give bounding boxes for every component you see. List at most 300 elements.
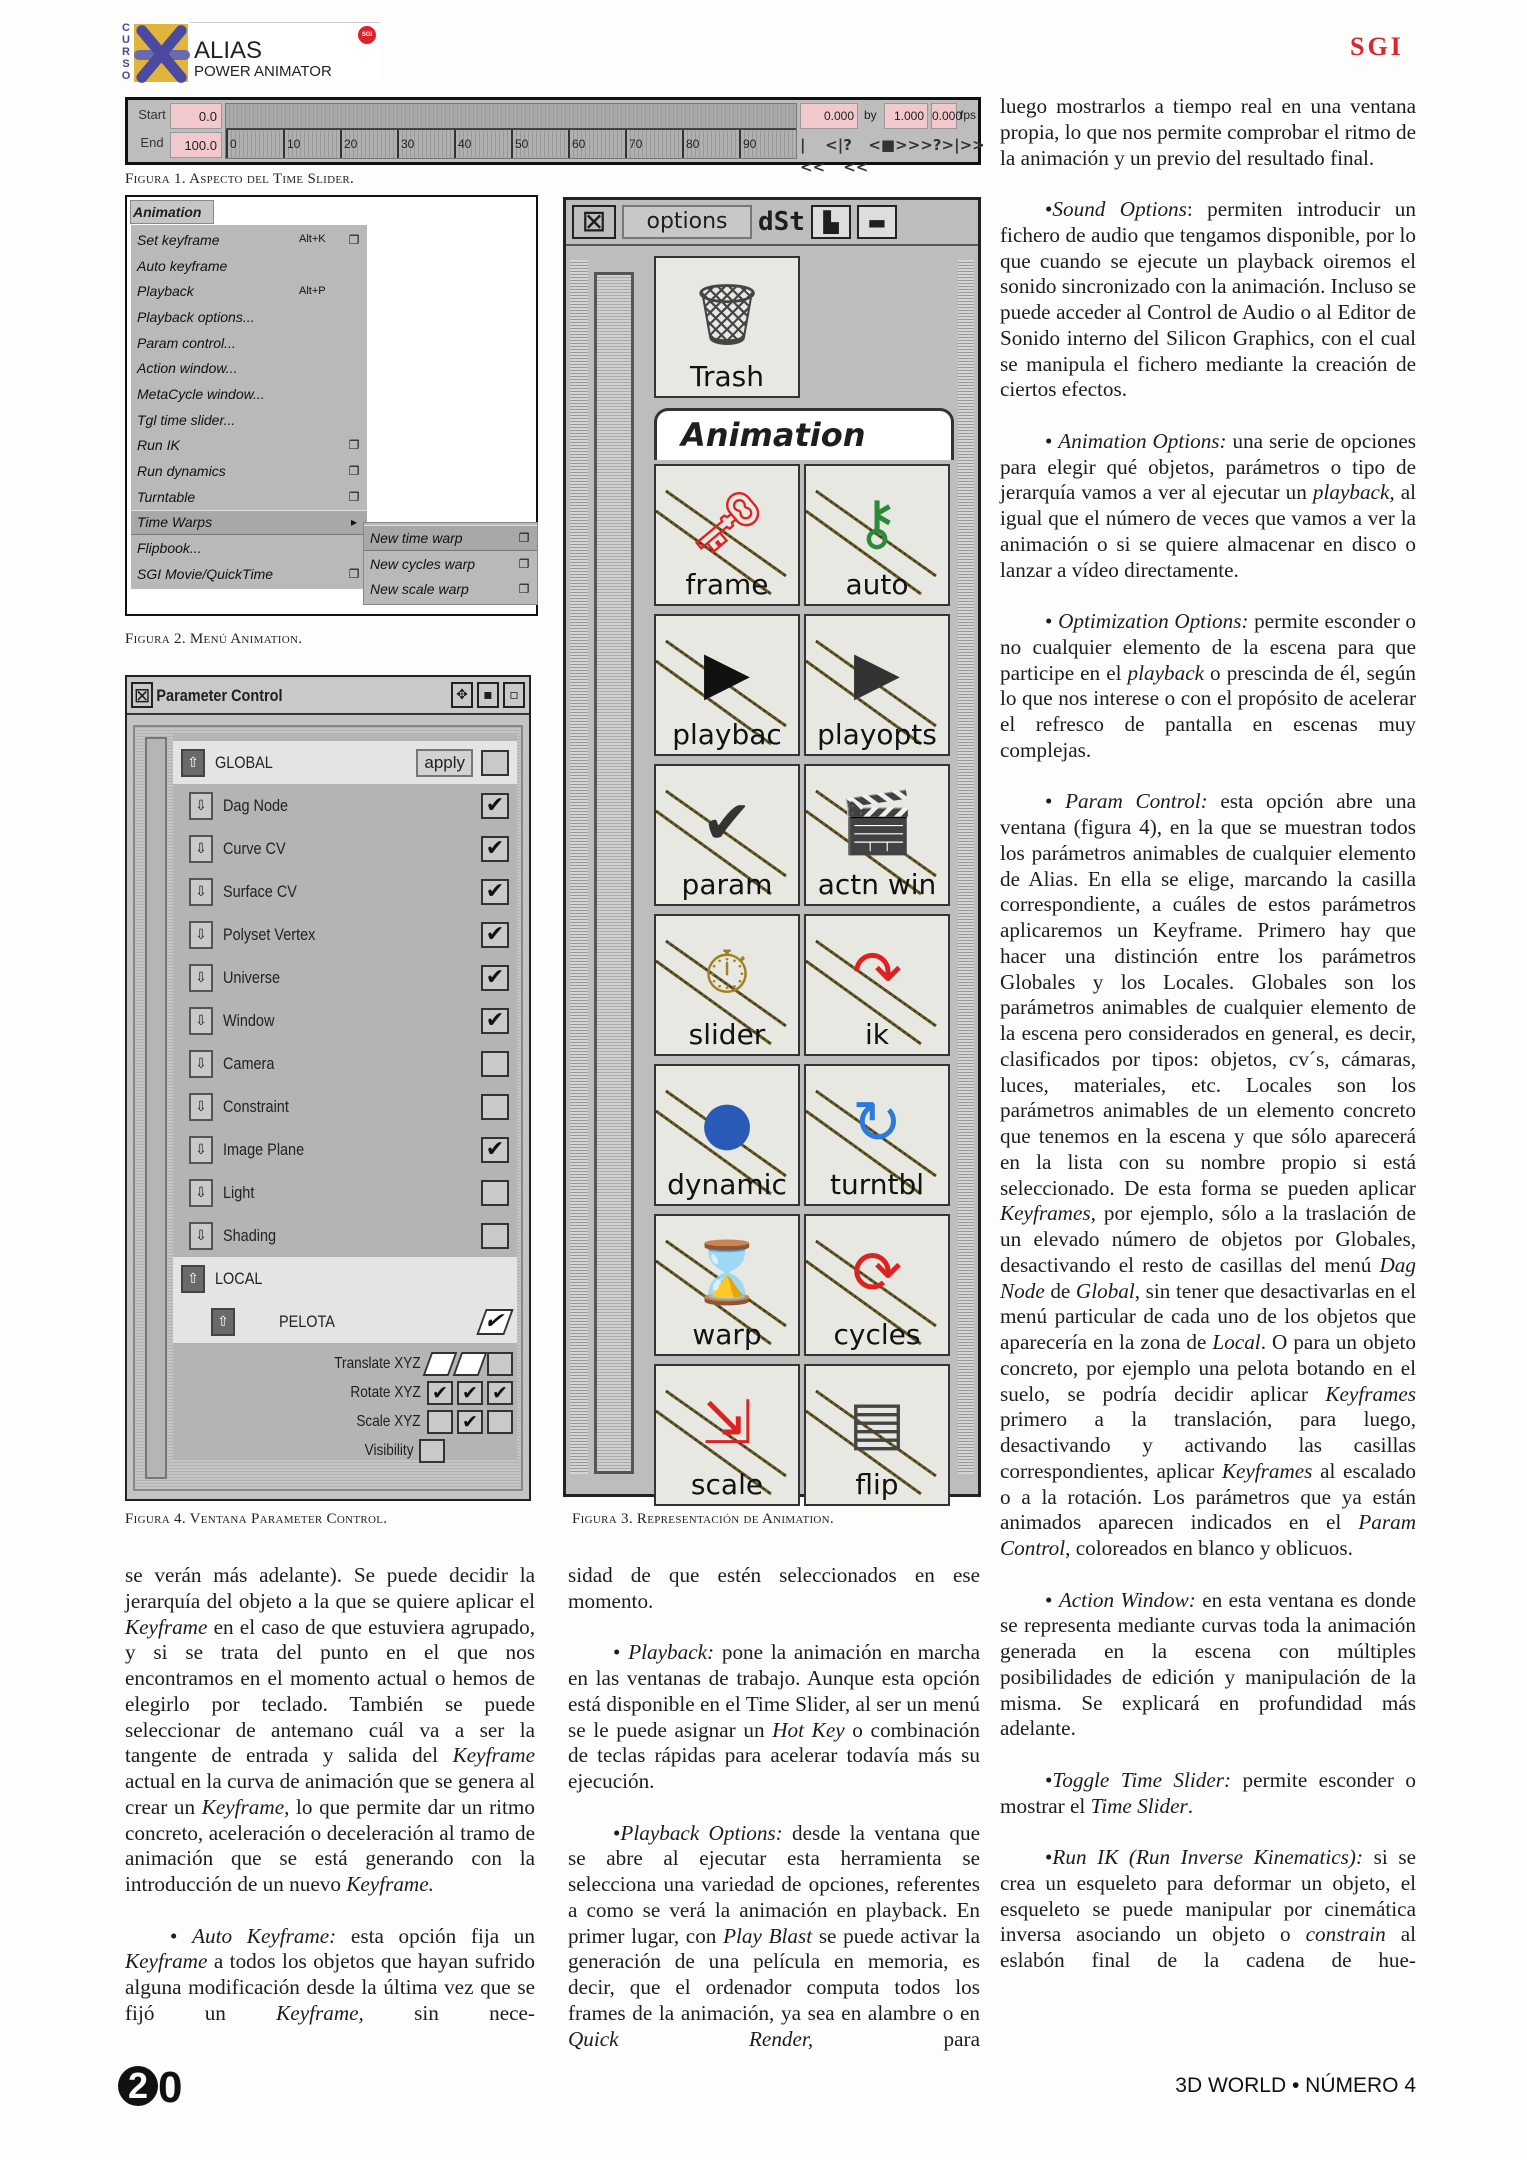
global-checkbox[interactable] bbox=[481, 750, 509, 776]
menu-item-label: Playback bbox=[137, 283, 194, 300]
emphasis: Hot Key bbox=[772, 1717, 845, 1742]
tick-label: 70 bbox=[625, 130, 682, 158]
emphasis: Keyframes bbox=[1325, 1381, 1416, 1406]
tool-slider-icon: ⏱ bbox=[703, 938, 751, 1008]
text-run: , coloreados en blanco y oblicuos. bbox=[1065, 1536, 1353, 1560]
channel-checkbox[interactable]: ✔ bbox=[487, 1381, 513, 1405]
right-scrollbar[interactable] bbox=[958, 260, 974, 1474]
tool-label: slider bbox=[688, 1018, 766, 1051]
play-step-icon[interactable]: >>? bbox=[907, 136, 942, 154]
text-run: sin nece- bbox=[363, 2000, 535, 2025]
tool-actn-win-icon: 🎬 bbox=[839, 788, 915, 858]
emphasis: Global bbox=[1075, 1278, 1135, 1303]
text-run: actual en la curva de animación que se genera al crear un bbox=[125, 1769, 535, 1819]
tick-label: 50 bbox=[511, 130, 568, 158]
emphasis: Animation Options: bbox=[1058, 428, 1227, 453]
menu-item[interactable] bbox=[131, 253, 367, 279]
step-forward-icon[interactable]: >| bbox=[941, 136, 960, 154]
text-run: para bbox=[813, 2026, 980, 2051]
menu-item-label: Flipbook... bbox=[137, 540, 202, 557]
text-run: • bbox=[1045, 1767, 1053, 1792]
object-checkbox[interactable]: ✔ bbox=[476, 1309, 513, 1335]
submenu-item-label: New cycles warp bbox=[370, 555, 476, 572]
text-run: o prescinda de él, según lo que nos interese o con el propósito de acelerar el refresco de pantalla en escenas muy complejas. bbox=[1000, 660, 1417, 762]
emphasis: Keyframe bbox=[452, 1743, 535, 1768]
emphasis: Param Control: bbox=[1065, 789, 1208, 814]
parameter-label: Universe bbox=[223, 967, 281, 987]
text-run: desde la ventana que se abre al ejecutar esta herramienta se selecciona una variedad de opciones, referentes a como se verá la animación en playback. En primer lugar, con bbox=[568, 1820, 980, 1948]
outer-scrollbar[interactable] bbox=[570, 260, 588, 1474]
menu-item[interactable] bbox=[131, 278, 367, 304]
parameter-checkbox[interactable] bbox=[481, 1094, 509, 1120]
tool-label: frame bbox=[685, 568, 769, 601]
option-box-icon[interactable]: ❐ bbox=[348, 232, 360, 247]
parameter-row bbox=[173, 913, 517, 956]
parameter-row bbox=[173, 870, 517, 913]
channel-group bbox=[173, 1343, 517, 1465]
tick-label: 0 bbox=[226, 130, 283, 158]
tool-label: warp bbox=[692, 1318, 762, 1351]
go-start-icon[interactable]: |<< bbox=[800, 136, 826, 176]
text-run: sidad de que estén seleccionados en ese momento. bbox=[568, 1563, 980, 1613]
parameter-checkbox[interactable]: ✔ bbox=[481, 1137, 509, 1163]
parameter-row bbox=[173, 1042, 517, 1085]
menu-item[interactable] bbox=[131, 561, 367, 587]
minimize-icon[interactable]: ▬ bbox=[857, 205, 897, 239]
collapse-local-icon[interactable]: ⇧ bbox=[181, 1265, 205, 1293]
channel-row bbox=[173, 1349, 517, 1378]
menu-item[interactable] bbox=[131, 484, 367, 510]
close-icon[interactable]: ⊠ bbox=[131, 682, 153, 708]
menu-item-label: Run IK bbox=[137, 437, 180, 454]
channel-label: Scale XYZ bbox=[356, 1412, 421, 1430]
menu-item[interactable] bbox=[131, 304, 367, 330]
go-end-icon[interactable]: >> bbox=[959, 136, 985, 154]
text-run: • bbox=[1045, 789, 1066, 814]
paragraph bbox=[1000, 1845, 1416, 1974]
text-run: primero a la translación, para luego, desactivando y activando las casillas correspondientes, aplicar bbox=[1000, 1407, 1416, 1483]
start-label: Start bbox=[138, 107, 166, 122]
page-number bbox=[118, 2063, 183, 2112]
parameter-row bbox=[173, 1085, 517, 1128]
text-run: . O para un objeto concreto, por ejemplo una pelota botando en el suelo, se podría decidir aplicar bbox=[1000, 1330, 1416, 1406]
tick-label: 90 bbox=[739, 130, 796, 158]
parameter-row bbox=[173, 1257, 517, 1300]
fps-label: fps bbox=[960, 108, 977, 122]
menu-item-label: Run dynamics bbox=[137, 463, 226, 480]
window-title-fragment: dSt bbox=[758, 207, 805, 237]
body-column-left bbox=[125, 1563, 535, 2052]
text-run: se verán más adelante). Se puede decidir la jerarquía del objeto a la que se quiere aplicar el bbox=[125, 1563, 535, 1613]
menu-item-label: Action window... bbox=[137, 360, 238, 377]
paragraph bbox=[1000, 609, 1416, 764]
parameter-row bbox=[173, 1128, 517, 1171]
parameter-row bbox=[173, 999, 517, 1042]
time-warps-submenu bbox=[363, 522, 538, 605]
parameter-label: Window bbox=[223, 1010, 275, 1030]
parameter-checkbox[interactable]: ✔ bbox=[481, 965, 509, 991]
menu-item[interactable] bbox=[131, 407, 367, 433]
animation-menu-title[interactable]: Animation bbox=[130, 200, 214, 224]
parameter-label: Constraint bbox=[223, 1096, 289, 1116]
animation-shelf-tab[interactable]: Animation bbox=[654, 408, 954, 460]
text-run: por ejemplo, sólo a la traslación de un elevado número de objetos por Globales, desactivando el resto de casillas del menú bbox=[1000, 1201, 1416, 1277]
tool-auto-icon: ⚷ bbox=[855, 488, 899, 558]
option-box-icon[interactable]: ❐ bbox=[518, 556, 530, 571]
menu-item-shortcut: Alt+P bbox=[299, 284, 326, 297]
expand-icon[interactable]: ⇩ bbox=[189, 1179, 213, 1207]
options-button[interactable]: options bbox=[622, 205, 752, 239]
text-run: al igual que el número de veces que vamos a ver la animación o si se quiere almacenar en disco o lanzar a vídeo directamente. bbox=[1000, 480, 1417, 582]
tool-label: auto bbox=[845, 568, 909, 601]
tool-flip-button[interactable] bbox=[804, 1364, 950, 1506]
tool-label: param bbox=[681, 868, 773, 901]
text-run: • bbox=[1045, 428, 1059, 453]
text-run: • bbox=[1045, 1845, 1053, 1869]
object-label: PELOTA bbox=[279, 1311, 335, 1331]
channel-row bbox=[173, 1407, 517, 1436]
emphasis: playback bbox=[1127, 660, 1205, 685]
tool-playbac-button[interactable] bbox=[654, 614, 800, 756]
tool-warp-button[interactable] bbox=[654, 1214, 800, 1356]
parameter-checkbox[interactable] bbox=[481, 1223, 509, 1249]
tool-label: turntbl bbox=[829, 1168, 925, 1201]
parameter-label: Light bbox=[223, 1182, 255, 1202]
by-label: by bbox=[864, 108, 877, 122]
text-run: o combinación de teclas rápidas para acelerar todavía más su ejecución. bbox=[568, 1717, 980, 1793]
channel-checkbox[interactable] bbox=[427, 1410, 453, 1434]
tool-actn-win-button[interactable] bbox=[804, 764, 950, 906]
trash-button[interactable] bbox=[654, 256, 800, 398]
emphasis: playback, bbox=[1312, 480, 1395, 505]
paragraph bbox=[1000, 429, 1416, 584]
text-run: permite esconder o mostrar el bbox=[1000, 1767, 1416, 1818]
emphasis: constrain bbox=[1305, 1922, 1386, 1947]
emphasis: Play Blast bbox=[723, 1923, 813, 1948]
text-run: • bbox=[170, 1923, 193, 1948]
logo-brand: ALIAS bbox=[194, 37, 263, 64]
expand-icon[interactable]: ⇩ bbox=[189, 1136, 213, 1164]
parameter-row bbox=[173, 1300, 517, 1343]
channel-row bbox=[173, 1378, 517, 1407]
expand-icon[interactable]: ⇩ bbox=[189, 835, 213, 863]
text-run: permite esconder o no cualquier elemento de la escena para que participe en el bbox=[1000, 609, 1417, 685]
emphasis: Keyframe, bbox=[201, 1794, 290, 1819]
text-run: pone la animación en marcha en las ventanas de trabajo. Aunque esta opción está disponible en el Time Slider, al ser un menú se le puede asignar un bbox=[568, 1640, 981, 1742]
channel-checkbox[interactable]: ✔ bbox=[457, 1381, 483, 1405]
menu-item[interactable] bbox=[131, 433, 367, 459]
parameter-list bbox=[173, 733, 517, 1459]
sgi-badge-icon: SGI bbox=[358, 26, 376, 44]
tool-label: actn win bbox=[817, 868, 937, 901]
parameter-row bbox=[173, 784, 517, 827]
tool-label: playbac bbox=[672, 718, 782, 751]
tool-label: scale bbox=[690, 1468, 764, 1501]
paragraph bbox=[1000, 94, 1416, 171]
menu-item-shortcut: Alt+K bbox=[299, 233, 326, 246]
menu-item-label: SGI Movie/QuickTime bbox=[137, 565, 274, 582]
option-box-icon[interactable]: ❐ bbox=[348, 464, 360, 479]
tool-ik-button[interactable] bbox=[804, 914, 950, 1056]
tool-label: flip bbox=[855, 1468, 899, 1501]
expand-icon[interactable]: ⇩ bbox=[189, 1222, 213, 1250]
emphasis: Run IK (Run Inverse Kinematics): bbox=[1052, 1845, 1364, 1869]
channel-checkbox[interactable]: ✔ bbox=[457, 1410, 483, 1434]
parameter-label: Curve CV bbox=[223, 838, 286, 858]
channel-row bbox=[173, 1436, 517, 1465]
play-forward-icon[interactable]: > bbox=[895, 136, 908, 154]
tool-label: playopts bbox=[817, 718, 937, 751]
figure2-caption: Figura 2. Menú Animation. bbox=[125, 631, 303, 647]
text-run: si se crea un esqueleto para deformar un objeto, el esqueleto se puede manipular por cinemática inversa asociando un objeto o bbox=[1000, 1845, 1416, 1947]
tool-warp-icon: ⌛ bbox=[689, 1238, 765, 1308]
menu-item-label: Auto keyframe bbox=[137, 257, 228, 274]
tool-cycles-icon: ⟳ bbox=[851, 1238, 903, 1308]
menu-item-label: MetaCycle window... bbox=[137, 385, 265, 402]
emphasis: Quick Render, bbox=[568, 2026, 814, 2051]
parameter-checkbox[interactable]: ✔ bbox=[481, 879, 509, 905]
time-slider bbox=[125, 97, 985, 176]
option-box-icon[interactable]: ❐ bbox=[348, 438, 360, 453]
move-icon[interactable]: ✥ bbox=[451, 682, 473, 708]
tick-label: 80 bbox=[682, 130, 739, 158]
tick-label: 10 bbox=[283, 130, 340, 158]
parameter-checkbox[interactable]: ✔ bbox=[481, 836, 509, 862]
tool-playopts-icon: ▶ bbox=[853, 638, 901, 708]
text-run: • bbox=[1045, 1587, 1059, 1612]
parameter-label: Polyset Vertex bbox=[223, 924, 316, 944]
option-box-icon[interactable]: ❐ bbox=[518, 530, 530, 545]
channel-checkbox[interactable] bbox=[423, 1352, 458, 1376]
text-run: lo que permite dar un ritmo concreto, aceleración o deceleración al tramo de animación que se está generando con la introducción de un nuevo bbox=[125, 1794, 535, 1896]
animation-menu bbox=[131, 225, 367, 589]
text-run: esta opción abre una ventana (figura 4), en la que se muestran todos los parámetros animables de cualquier elemento de Alias. En ella se elige, marcando la casilla correspondiente, a cuáles de estos parámetros aplicaremos un Keyframe. Primero hay que hacer una distinción entre los parámetros Globales y los Locales. Globales son los parámetros animables de cualquier elemento de la escena pero considerados en general, es decir, clasificados por tipos: objetos, cv´s, cámaras, luces, materiales, etc. Locales son los parámetros animables de un elemento concreto que tenemos en la escena y que sólo aparecerá en la lista con su nombre propio si está seleccionado. De esta forma se pueden aplicar bbox=[1000, 789, 1416, 1200]
vertical-scrollbar[interactable] bbox=[145, 737, 167, 1479]
tool-playbac-icon: ▶ bbox=[703, 638, 751, 708]
text-run: , sin tener que desactivarlas en el menú particular de cada uno de los objetos que aparecería en la zona de bbox=[1000, 1278, 1416, 1354]
local-label: LOCAL bbox=[215, 1268, 263, 1288]
emphasis: Keyframe, bbox=[276, 2000, 364, 2025]
parameter-label: Dag Node bbox=[223, 795, 289, 815]
tool-dynamic-icon: ● bbox=[700, 1088, 754, 1158]
parameter-checkbox[interactable]: ✔ bbox=[481, 1008, 509, 1034]
parameter-checkbox[interactable] bbox=[481, 1051, 509, 1077]
paragraph bbox=[1000, 1588, 1416, 1743]
step-back-icon[interactable]: <| bbox=[825, 136, 844, 154]
tick-label: 60 bbox=[568, 130, 625, 158]
text-run: se puede activar la generación de una película en memoria, es decir, que el ordenador computa todos los frames de la animación, ya sea en alambre o en bbox=[568, 1923, 980, 2025]
text-run: • bbox=[613, 1640, 629, 1665]
channel-label: Translate XYZ bbox=[334, 1354, 421, 1372]
parameter-row bbox=[173, 1214, 517, 1257]
menu-item[interactable] bbox=[131, 355, 367, 381]
expand-icon[interactable]: ⇩ bbox=[189, 1007, 213, 1035]
paragraph bbox=[568, 1821, 980, 2053]
emphasis: Keyframes, bbox=[1000, 1201, 1096, 1226]
current-time-field[interactable]: 0.000 bbox=[800, 103, 858, 129]
menu-item-label: Playback options... bbox=[137, 308, 255, 325]
trash-icon: 🗑 bbox=[688, 280, 766, 350]
expand-icon[interactable]: ⇩ bbox=[189, 1050, 213, 1078]
page-number-circled-digit: 2 bbox=[118, 2066, 158, 2106]
submenu-item-label: New scale warp bbox=[370, 581, 469, 598]
emphasis: Toggle Time Slider: bbox=[1052, 1767, 1232, 1792]
text-run: . bbox=[1187, 1793, 1194, 1818]
text-run: en esta ventana es donde se representa mediante curvas toda la animación generada en la escena con múltiples posibilidades de edición y manipulación de la misma. Se explicará en profundidad más adelante. bbox=[1000, 1587, 1416, 1741]
parameter-row bbox=[173, 1171, 517, 1214]
channel-checkbox[interactable] bbox=[487, 1410, 513, 1434]
text-run: : permiten introducir un fichero de audio que tengamos disponible, por lo que cuando se ejecute un playback oiremos el sonido sincronizado con la animación. Incluso se puede acceder al Control de Audio o al Editor de Sonido interno del Silicon Graphics, con el cual se manipula el fichero mediante la creación de ciertos efectos. bbox=[1000, 197, 1416, 402]
tool-turntbl-icon: ↻ bbox=[851, 1088, 903, 1158]
expand-icon[interactable]: ⇩ bbox=[189, 878, 213, 906]
logo-product: POWER ANIMATOR bbox=[194, 63, 332, 80]
parameter-checkbox[interactable]: ✔ bbox=[481, 922, 509, 948]
tool-scale-button[interactable] bbox=[654, 1364, 800, 1506]
start-field[interactable]: 0.0 bbox=[170, 103, 222, 129]
trash-label: Trash bbox=[690, 360, 764, 393]
parameter-row bbox=[173, 827, 517, 870]
stop-icon[interactable]: ■ bbox=[880, 136, 896, 154]
play-back-step-icon[interactable]: ?<< bbox=[843, 136, 869, 176]
window-title: Parameter Control bbox=[156, 685, 283, 705]
submenu-arrow-icon[interactable]: ▸ bbox=[350, 515, 358, 530]
menu-item-label: Tgl time slider... bbox=[137, 411, 236, 428]
apply-button[interactable]: apply bbox=[416, 749, 473, 777]
submenu-item[interactable] bbox=[364, 525, 537, 551]
fps-field[interactable]: 0.000 bbox=[931, 103, 957, 129]
tick-label: 30 bbox=[397, 130, 454, 158]
parameter-row bbox=[173, 956, 517, 999]
menu-item-label: Set keyframe bbox=[137, 231, 220, 248]
option-box-icon[interactable]: ❐ bbox=[348, 489, 360, 504]
text-run: al escalado o a la rotación. Los parámetros que ya están animados aparecen indicados en el bbox=[1000, 1458, 1416, 1535]
emphasis: Playback: bbox=[628, 1640, 715, 1665]
emphasis: Local bbox=[1212, 1330, 1261, 1354]
emphasis: Time Slider bbox=[1090, 1793, 1188, 1818]
tool-scale-icon: ⇲ bbox=[701, 1388, 753, 1458]
menu-item[interactable] bbox=[131, 381, 367, 407]
paragraph bbox=[568, 1563, 980, 1615]
animation-shelf-window bbox=[563, 197, 981, 1501]
end-label: End bbox=[140, 135, 164, 150]
expand-icon[interactable]: ⇩ bbox=[189, 964, 213, 992]
expand-icon[interactable]: ⇩ bbox=[189, 921, 213, 949]
option-box-icon[interactable]: ❐ bbox=[518, 582, 530, 597]
text-run: al eslabón final de la cadena de hue- bbox=[1000, 1922, 1416, 1972]
play-reverse-icon[interactable]: < bbox=[868, 136, 881, 154]
section-header: SGI bbox=[1350, 32, 1404, 61]
emphasis: Optimization Options: bbox=[1058, 609, 1249, 633]
tick-label: 40 bbox=[454, 130, 511, 158]
tool-playopts-button[interactable] bbox=[804, 614, 950, 756]
parameter-checkbox[interactable] bbox=[481, 1180, 509, 1206]
tool-label: cycles bbox=[833, 1318, 921, 1351]
tool-param-icon: ✔ bbox=[701, 788, 753, 858]
figure4-caption: Figura 4. Ventana Parameter Control. bbox=[125, 1511, 388, 1527]
shelf-scrollbar[interactable] bbox=[594, 272, 634, 1474]
channel-label: Visibility bbox=[364, 1441, 413, 1459]
channel-checkbox[interactable]: ✔ bbox=[427, 1381, 453, 1405]
paragraph bbox=[568, 1640, 980, 1795]
tool-auto-button[interactable] bbox=[804, 464, 950, 606]
time-track[interactable] bbox=[225, 103, 797, 159]
parameter-control-window bbox=[125, 675, 531, 1501]
channel-checkbox[interactable] bbox=[453, 1352, 488, 1376]
menu-item[interactable] bbox=[131, 330, 367, 356]
parameter-label: Image Plane bbox=[223, 1139, 305, 1159]
global-label: GLOBAL bbox=[215, 752, 273, 772]
parameter-label: Surface CV bbox=[223, 881, 297, 901]
emphasis: Keyframe bbox=[125, 1949, 208, 1974]
tool-cycles-button[interactable] bbox=[804, 1214, 950, 1356]
tool-dynamic-button[interactable] bbox=[654, 1064, 800, 1206]
figure3-caption: Figura 3. Representación de Animation. bbox=[572, 1511, 834, 1527]
paragraph bbox=[125, 1924, 535, 2027]
by-field[interactable]: 1.000 bbox=[884, 103, 928, 129]
text-run: • bbox=[613, 1820, 621, 1845]
menu-item[interactable] bbox=[131, 458, 367, 484]
animation-menu-figure bbox=[125, 195, 538, 616]
body-column-right bbox=[1000, 94, 1416, 2000]
end-field[interactable]: 100.0 bbox=[170, 132, 222, 158]
tool-label: ik bbox=[865, 1018, 889, 1051]
tool-slider-button[interactable] bbox=[654, 914, 800, 1056]
tool-label: dynamic bbox=[667, 1168, 787, 1201]
emphasis: Auto Keyframe: bbox=[192, 1923, 337, 1948]
parameter-checkbox[interactable]: ✔ bbox=[481, 793, 509, 819]
text-run: en el caso de que estuviera agrupado, y si se trata del punto en el que nos encontramos en el momento actual o hemos de elegirlo por teclado. También se puede seleccionar de antemano cuál va a ser la tangente de entrada y salida del bbox=[125, 1614, 535, 1768]
paragraph bbox=[125, 1563, 535, 1898]
alias-power-animator-logo bbox=[120, 20, 382, 86]
expand-icon[interactable]: ⇩ bbox=[189, 1093, 213, 1121]
emphasis: Dag Node bbox=[1000, 1252, 1416, 1303]
submenu-item-label: New time warp bbox=[370, 529, 463, 546]
emphasis: Keyframe bbox=[125, 1614, 208, 1639]
text-run: luego mostrarlos a tiempo real en una ventana propia, lo que nos permite comprobar el ritmo de la animación y un previo del resultado final. bbox=[1000, 94, 1416, 170]
text-run: a todos los objetos que hayan sufrido alguna modificación desde la última vez que se fijó un bbox=[125, 1949, 535, 2025]
option-box-icon[interactable]: ❐ bbox=[348, 566, 360, 581]
tool-ik-icon: ↷ bbox=[851, 938, 903, 1008]
resize-icon[interactable]: ▙ bbox=[811, 205, 851, 239]
parameter-row bbox=[173, 741, 517, 784]
channel-checkbox[interactable] bbox=[487, 1352, 513, 1376]
tick-label: 20 bbox=[340, 130, 397, 158]
tool-frame-button[interactable] bbox=[654, 464, 800, 606]
minimize-icon[interactable]: ▪ bbox=[477, 682, 499, 708]
maximize-icon[interactable]: ▫ bbox=[503, 682, 525, 708]
menu-item[interactable] bbox=[131, 535, 367, 561]
body-column-middle bbox=[568, 1563, 980, 2078]
tool-turntbl-button[interactable] bbox=[804, 1064, 950, 1206]
tool-flip-icon: ▤ bbox=[848, 1388, 906, 1458]
collapse-global-icon[interactable]: ⇧ bbox=[181, 749, 205, 777]
submenu-item[interactable] bbox=[364, 551, 537, 577]
menu-item[interactable] bbox=[131, 227, 367, 253]
close-icon[interactable]: ⊠ bbox=[572, 205, 616, 239]
menu-item-label: Param control... bbox=[137, 334, 236, 351]
channel-checkbox[interactable] bbox=[419, 1439, 445, 1463]
tool-param-button[interactable] bbox=[654, 764, 800, 906]
expand-icon[interactable]: ⇩ bbox=[189, 792, 213, 820]
parameter-label: Camera bbox=[223, 1053, 275, 1073]
collapse-object-icon[interactable]: ⇧ bbox=[211, 1308, 235, 1336]
submenu-item[interactable] bbox=[364, 576, 537, 602]
menu-item[interactable] bbox=[131, 510, 367, 536]
page-number-digit: 0 bbox=[158, 2063, 183, 2112]
paragraph bbox=[1000, 789, 1416, 1562]
text-run: esta opción fija un bbox=[336, 1923, 535, 1948]
text-run: una serie de opciones para elegir qué objetos, parámetros o tipo de jerarquía vamos a ver al ejecutar un bbox=[1000, 428, 1416, 505]
